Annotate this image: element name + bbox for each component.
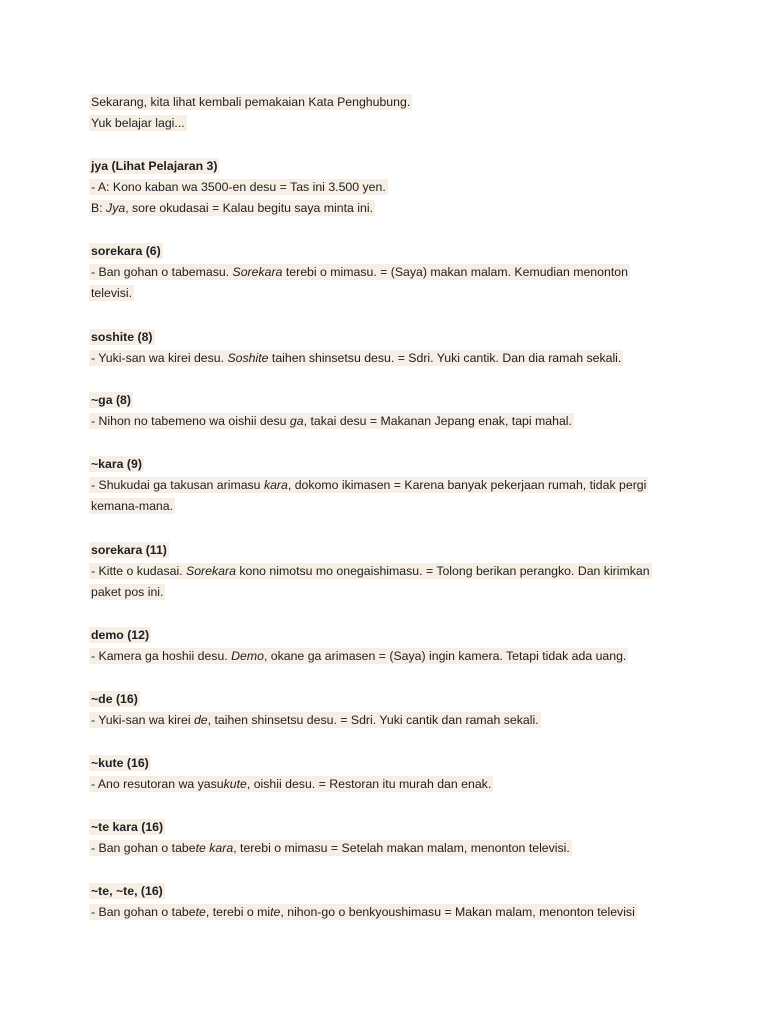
- entry-example: [89, 904, 637, 920]
- example-text: - Kitte o kudasai.: [91, 564, 187, 579]
- entry-block: [89, 156, 669, 220]
- entry-block: [89, 753, 669, 795]
- entry-heading: demo (12): [91, 628, 150, 642]
- emphasized-term: Demo: [231, 649, 264, 664]
- entry-block: [89, 817, 669, 859]
- entry-example: [89, 477, 648, 514]
- emphasized-term: kute: [223, 777, 247, 792]
- emphasized-term: te kara: [195, 841, 234, 856]
- entry-example: [89, 776, 493, 792]
- entry-example: [89, 413, 574, 429]
- emphasized-term: ga: [289, 414, 304, 429]
- example-text: , nihon-go o benkyoushimasu = Makan malam, menonton televisi: [280, 905, 635, 920]
- example-text: - A: Kono kaban wa 3500-en desu = Tas ini 3.500 yen.: [91, 180, 386, 195]
- emphasized-term: de: [193, 713, 208, 728]
- entry-example: [89, 179, 388, 195]
- example-text: - Ban gohan o tabemasu.: [91, 265, 233, 280]
- entry-heading: jya (Lihat Pelajaran 3): [91, 159, 218, 173]
- entry-block: [89, 881, 669, 923]
- entry-example: [89, 264, 630, 301]
- example-text: , dokomo ikimasen = Karena banyak pekerjaan rumah, tidak pergi kemana-mana.: [91, 478, 647, 514]
- entry-block: [89, 689, 669, 731]
- emphasized-term: Sorekara: [232, 265, 283, 280]
- entry-block: [89, 454, 669, 518]
- example-text: terebi o mimasu. = (Saya) makan malam. Kemudian menonton televisi.: [91, 265, 628, 301]
- entry-block: [89, 540, 669, 604]
- emphasized-term: Sorekara: [186, 564, 236, 579]
- example-text: , terebi o mi: [205, 905, 271, 920]
- intro-line: Yuk belajar lagi...: [91, 116, 185, 131]
- entry-block: [89, 327, 669, 369]
- intro: [89, 92, 669, 134]
- example-text: - Nihon no tabemeno wa oishii desu: [91, 414, 290, 429]
- example-text: , sore okudasai = Kalau begitu saya minta ini.: [125, 201, 373, 216]
- example-text: B:: [91, 201, 107, 216]
- example-text: , okane ga arimasen = (Saya) ingin kamera. Tetapi tidak ada uang.: [263, 649, 627, 664]
- entry-example: [89, 648, 628, 664]
- entry-heading: ~te kara (16): [91, 820, 164, 834]
- example-text: - Yuki-san wa kirei desu.: [91, 351, 228, 366]
- emphasized-term: Soshite: [227, 351, 269, 366]
- entry-example: [89, 200, 375, 216]
- entry-block: [89, 390, 669, 432]
- example-text: , oishii desu. = Restoran itu murah dan enak.: [246, 777, 492, 792]
- example-text: , takai desu = Makanan Jepang enak, tapi mahal.: [303, 414, 572, 429]
- entry-example: [89, 712, 541, 728]
- entry-heading: ~kute (16): [91, 756, 149, 770]
- intro-line: Sekarang, kita lihat kembali pemakaian Kata Penghubung.: [91, 95, 411, 109]
- entry-heading: ~ga (8): [91, 393, 131, 407]
- entry-heading: ~kara (9): [91, 457, 142, 471]
- example-text: taihen shinsetsu desu. = Sdri. Yuki cantik. Dan dia ramah sekali.: [268, 351, 622, 366]
- entry-heading: soshite (8): [91, 330, 153, 344]
- entry-heading: sorekara (11): [91, 543, 167, 557]
- example-text: , taihen shinsetsu desu. = Sdri. Yuki cantik dan ramah sekali.: [207, 713, 539, 728]
- entry-heading: ~de (16): [91, 692, 138, 706]
- entry-example: [89, 350, 623, 366]
- example-text: - Ano resutoran wa yasu: [91, 777, 224, 792]
- emphasized-term: te: [270, 905, 281, 920]
- example-text: - Kamera ga hoshii desu.: [91, 649, 232, 664]
- example-text: , terebi o mimasu = Setelah makan malam, menonton televisi.: [233, 841, 570, 856]
- example-text: - Yuki-san wa kirei: [91, 713, 194, 728]
- emphasized-term: kara: [263, 478, 288, 493]
- entry-block: [89, 625, 669, 667]
- entry-example: [89, 840, 572, 856]
- example-text: kono nimotsu mo onegaishimasu. = Tolong berikan perangko. Dan kirimkan paket pos ini.: [91, 564, 650, 600]
- emphasized-term: te: [195, 905, 206, 920]
- example-text: - Ban gohan o tabe: [91, 905, 196, 920]
- entry-heading: ~te, ~te, (16): [91, 884, 163, 898]
- entry-example: [89, 563, 652, 600]
- example-text: - Ban gohan o tabe: [91, 841, 196, 856]
- entry-block: [89, 241, 669, 305]
- example-text: - Shukudai ga takusan arimasu: [91, 478, 264, 493]
- emphasized-term: Jya: [106, 201, 126, 216]
- entry-heading: sorekara (6): [91, 244, 161, 258]
